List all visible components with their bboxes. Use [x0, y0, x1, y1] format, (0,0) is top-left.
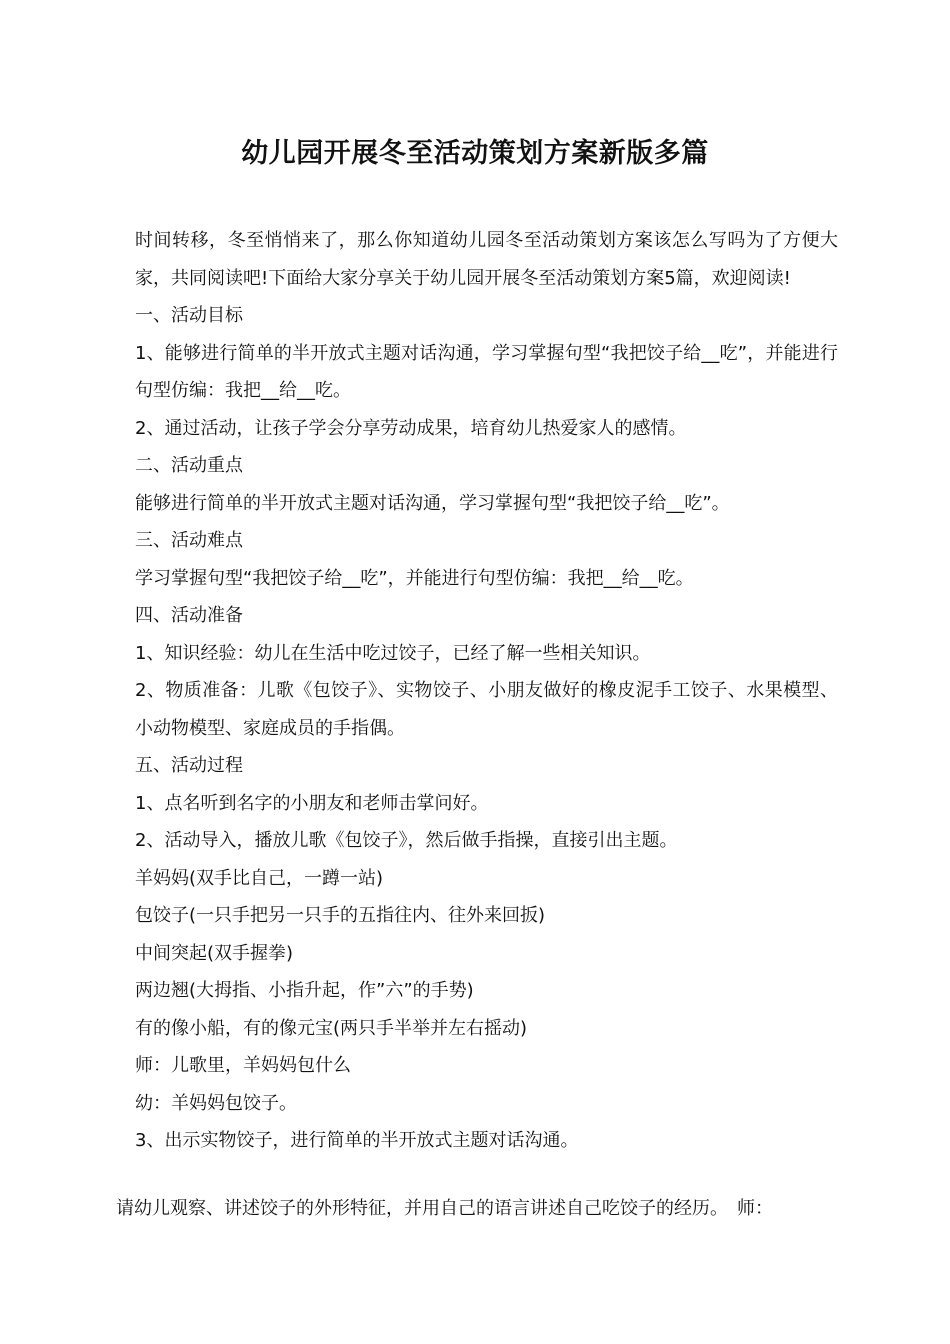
document-body — [116, 222, 838, 1160]
intro-paragraph: 时间转移，冬至悄悄来了，那么你知道幼儿园冬至活动策划方案该怎么写吗为了方便大家，共同阅读吧!下面给大家分享关于幼儿园开展冬至活动策划方案5篇，欢迎阅读! — [135, 230, 838, 289]
process-item-1: 1、点名听到名字的小朋友和老师击掌问好。 — [135, 792, 489, 814]
child-answer: 幼：羊妈妈包饺子。 — [135, 1092, 297, 1114]
rhyme-line-5: 有的像小船，有的像元宝(两只手半举并左右摇动) — [135, 1017, 528, 1039]
process-item-3: 3、出示实物饺子，进行简单的半开放式主题对话沟通。 — [135, 1130, 579, 1151]
document-title: 幼儿园开展冬至活动策划方案新版多篇 — [241, 138, 709, 169]
rhyme-line-4: 两边翘(大拇指、小指升起，作”六”的手势) — [135, 980, 474, 1001]
teacher-question: 师：儿歌里，羊妈妈包什么 — [135, 1055, 351, 1076]
rhyme-line-1: 羊妈妈(双手比自己，一蹲一站) — [135, 867, 384, 889]
section-heading-process: 五、活动过程 — [135, 755, 243, 776]
section-heading-goals: 一、活动目标 — [135, 305, 243, 326]
final-line: 请幼儿观察、讲述饺子的外形特征，并用自己的语言讲述自己吃饺子的经历。 师： — [116, 1198, 773, 1219]
preparation-item-2: 2、物质准备：儿歌《包饺子》、实物饺子、小朋友做好的橡皮泥手工饺子、水果模型、小动物模型、家庭成员的手指偶。 — [135, 680, 838, 739]
section-heading-key-points: 二、活动重点 — [135, 455, 243, 476]
process-item-2: 2、活动导入，播放儿歌《包饺子》，然后做手指操，直接引出主题。 — [135, 830, 678, 851]
difficulty-text: 学习掌握句型“我把饺子给__吃”，并能进行句型仿编：我把__给__吃。 — [135, 567, 694, 589]
section-heading-preparation: 四、活动准备 — [135, 605, 243, 626]
preparation-item-1: 1、知识经验：幼儿在生活中吃过饺子，已经了解一些相关知识。 — [135, 642, 651, 664]
key-point-text: 能够进行简单的半开放式主题对话沟通，学习掌握句型“我把饺子给__吃”。 — [135, 492, 730, 514]
section-heading-difficulties: 三、活动难点 — [135, 530, 243, 551]
rhyme-line-3: 中间突起(双手握拳) — [135, 942, 294, 964]
goal-item-2: 2、通过活动，让孩子学会分享劳动成果，培育幼儿热爱家人的感情。 — [135, 417, 687, 439]
goal-item-1: 1、能够进行简单的半开放式主题对话沟通，学习掌握句型“我把饺子给__吃”，并能进行句型仿编：我把__给__吃。 — [135, 342, 838, 401]
rhyme-line-2: 包饺子(一只手把另一只手的五指往内、往外来回扳) — [135, 905, 546, 926]
